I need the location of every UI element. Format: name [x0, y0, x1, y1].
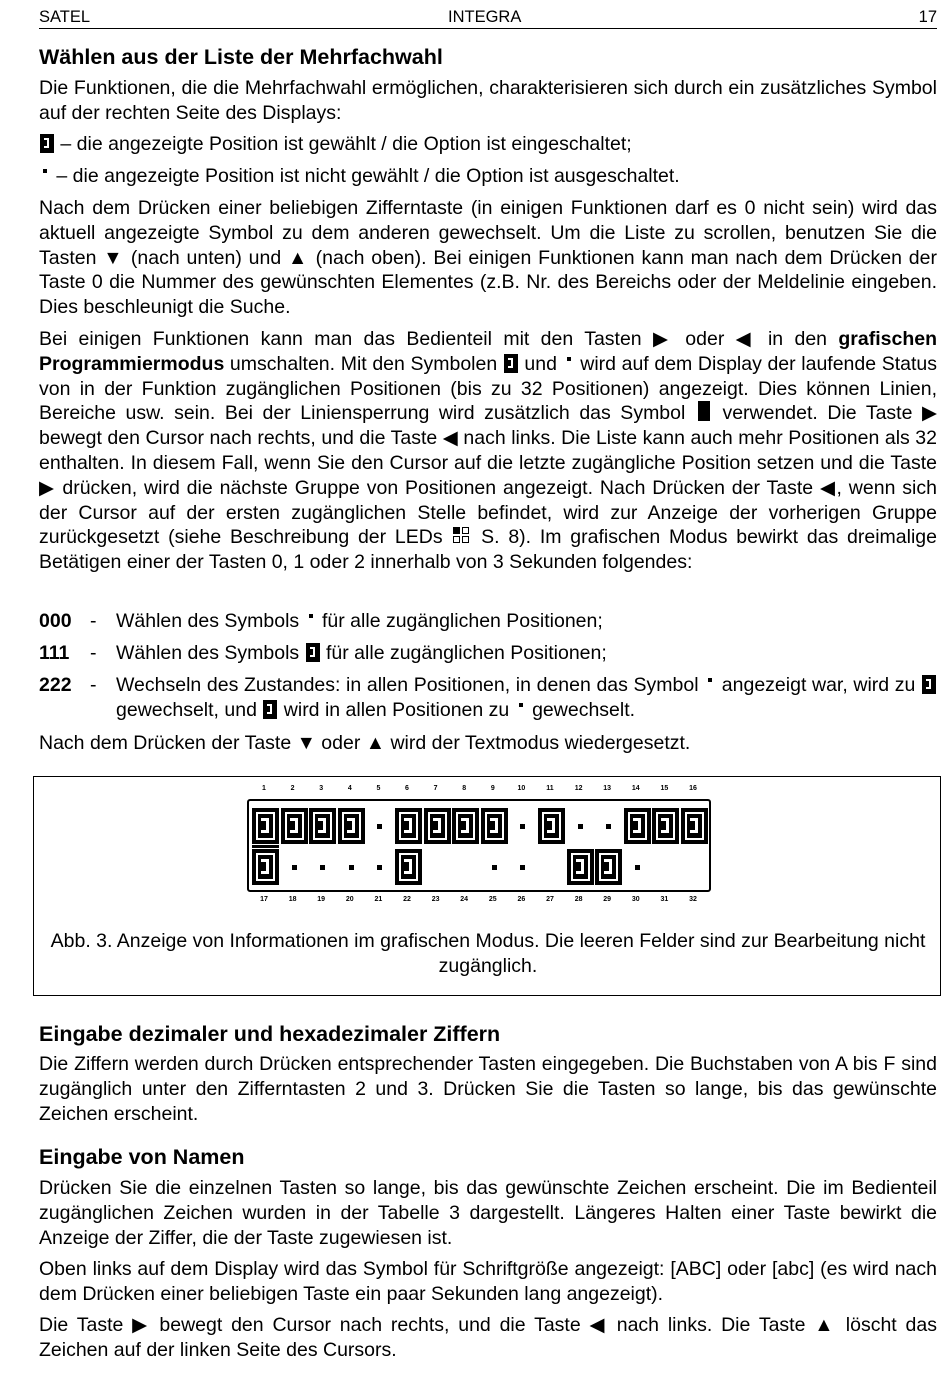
- lcd-cell-unselected: [366, 808, 393, 844]
- lcd-position-number: 8: [462, 785, 467, 792]
- lcd-cell-selected: [424, 808, 451, 844]
- lcd-position-number: 32: [689, 896, 697, 903]
- lcd-position-number: 28: [574, 896, 583, 903]
- lcd-cell-unselected: [338, 849, 365, 885]
- lcd-cell-selected: [452, 808, 479, 844]
- para-names-2: Oben links auf dem Display wird das Symbol für Schriftgröße angezeigt: [ABC] oder [abc] (es wird nach dem Drücken einer beliebigen Taste ein paar Sekunden lang angezeigt).: [39, 1258, 937, 1305]
- running-header: [39, 6, 937, 29]
- unselected-symbol-icon: [567, 357, 571, 361]
- lcd-cell-unselected: [309, 849, 336, 885]
- para-intro: Die Funktionen, die die Mehrfachwahl ermöglichen, charakterisieren sich durch ein zusätzliches Symbol auf der rechten Seite des Displays:: [39, 77, 937, 124]
- lcd-cell-selected: [395, 849, 422, 885]
- lcd-position-number: 23: [431, 896, 440, 903]
- lcd-position-number: 5: [376, 785, 381, 792]
- para-digits: Die Ziffern werden durch Drücken entsprechender Tasten eingegeben. Die Buchstaben von A bis F sind zugänglich unter den Zifferntasten 2 und 3. Drücken Sie die Tasten so lange, bis das gewünschte Zeichen erscheint.: [39, 1053, 937, 1125]
- figure-graphic-mode: [33, 776, 941, 996]
- lcd-cell-unselected: [567, 808, 594, 844]
- lcd-cell-selected: [538, 808, 565, 844]
- lcd-cell-selected: [309, 808, 336, 844]
- header-product: INTEGRA: [448, 8, 522, 26]
- lcd-position-number: 16: [689, 785, 697, 792]
- figure-caption: Abb. 3. Anzeige von Informationen im grafischen Modus. Die leeren Felder sind zur Bearbeitung nicht zugänglich.: [50, 930, 926, 977]
- lcd-position-number: 31: [660, 896, 669, 903]
- lcd-cell-selected: [395, 808, 422, 844]
- para-scroll: Nach dem Drücken einer beliebigen Zifferntaste (in einigen Funktionen darf es 0 nicht sein) wird das aktuell angezeigte Symbol zu dem anderen gewechselt. Um die Liste zu scrollen, benutzen Sie die Tasten ▼ (nach unten) und ▲ (nach oben). Bei einigen Funktionen kann man nach dem Drücken der Taste 0 die Nummer des gewünschten Elementes (z.B. Nr. des Bereichs oder der Meldelinie eingeben. Dies beschleunigt die Suche.: [39, 197, 937, 319]
- lcd-position-number: 1: [262, 785, 266, 792]
- header-brand: SATEL: [39, 8, 91, 26]
- selected-symbol-icon: [40, 134, 54, 153]
- lcd-position-number: 18: [288, 896, 297, 903]
- section-title-names: Eingabe von Namen: [39, 1145, 245, 1169]
- lcd-cell-selected: [252, 808, 279, 844]
- lcd-position-number: 6: [405, 785, 409, 792]
- lcd-position-number: 3: [319, 785, 324, 792]
- lcd-position-number: 21: [374, 896, 383, 903]
- lcd-cursor: [252, 845, 279, 848]
- unselected-symbol-icon: [519, 703, 523, 707]
- leds-icon: [453, 527, 470, 544]
- selected-symbol-icon: [922, 675, 936, 694]
- lcd-position-number: 7: [433, 785, 438, 792]
- lcd-cell-selected: [681, 808, 708, 844]
- lcd-position-number: 20: [345, 896, 354, 903]
- lcd-position-number: 26: [517, 896, 526, 903]
- unselected-symbol-icon: [708, 678, 712, 682]
- lcd-position-number: 9: [490, 785, 495, 792]
- lcd-position-number: 14: [631, 785, 640, 792]
- section-title-digits: Eingabe dezimaler und hexadezimaler Ziffern: [39, 1022, 501, 1046]
- page-number: 17: [918, 8, 937, 26]
- lcd-cell-selected: [252, 849, 279, 885]
- lcd-display: [247, 799, 711, 892]
- lcd-cell-unselected: [281, 849, 308, 885]
- lcd-bottom-numbers: [251, 896, 711, 906]
- lcd-cell-unselected: [481, 849, 508, 885]
- lcd-cell-unselected: [595, 808, 622, 844]
- lcd-cell-unselected: [509, 808, 536, 844]
- para-symbol-on: – die angezeigte Position ist gewählt / die Option ist eingeschaltet;: [39, 132, 937, 157]
- unselected-symbol-icon: [309, 614, 313, 618]
- lcd-position-number: 22: [403, 896, 411, 903]
- lcd-position-number: 30: [631, 896, 640, 903]
- lcd-cell-unselected: [509, 849, 536, 885]
- para-symbol-off: – die angezeigte Position ist nicht gewählt / die Option ist ausgeschaltet.: [39, 164, 937, 189]
- lcd-cell-selected: [567, 849, 594, 885]
- lcd-position-number: 25: [488, 896, 497, 903]
- unselected-symbol-icon: [43, 169, 47, 173]
- lcd-cell-unselected: [366, 849, 393, 885]
- para-names-1: Drücken Sie die einzelnen Tasten so lange, bis das gewünschte Zeichen erscheint. Die im Bedienteil zugänglichen Zeichen wurden in der Tabelle 3 dargestellt. Längeres Halten einer Taste bewirkt die Anzeige der Ziffer, die der Taste zugewiesen ist.: [39, 1177, 937, 1249]
- para-names-3: Die Taste ▶ bewegt den Cursor nach rechts, und die Taste ◀ nach links. Die Taste ▲ löscht das Zeichen auf der linken Seite des Cursors.: [39, 1314, 937, 1361]
- lcd-cell-unselected: [624, 849, 651, 885]
- lcd-cell-selected: [481, 808, 508, 844]
- lcd-top-numbers: [251, 785, 711, 795]
- lcd-position-number: 4: [347, 785, 352, 792]
- lcd-position-number: 27: [546, 896, 554, 903]
- lcd-position-number: 12: [574, 785, 583, 792]
- lcd-position-number: 15: [660, 785, 669, 792]
- lcd-cell-selected: [652, 808, 679, 844]
- para-text-mode: Nach dem Drücken der Taste ▼ oder ▲ wird der Textmodus wiedergesetzt.: [39, 732, 691, 754]
- lcd-cell-selected: [595, 849, 622, 885]
- lcd-position-number: 13: [603, 785, 612, 792]
- lcd-cell-selected: [281, 808, 308, 844]
- lcd-position-number: 19: [317, 896, 326, 903]
- lcd-cell-selected: [338, 808, 365, 844]
- selected-symbol-icon: [263, 700, 277, 719]
- lcd-position-number: 29: [603, 896, 612, 903]
- blocked-symbol-icon: [698, 401, 710, 421]
- section-title-multiselect: Wählen aus der Liste der Mehrfachwahl: [39, 45, 443, 69]
- para-graphic-mode: Bei einigen Funktionen kann man das Bedienteil mit den Tasten ▶ oder ◀ in den grafischen Programmiermodus umschalten. Mit den Symbolen und wird auf dem Display der laufende Status von in der Funktion zugänglichen Positionen (bis zu 32 Positionen) angezeigt. Dies können Linien, Bereiche usw. sein. Bei der Liniensperrung wird zusätzlich das Symbol verwendet. Die Taste ▶ bewegt den Cursor nach rechts, und die Taste ◀ nach links. Die Liste kann auch mehr Positionen als 32 enthalten. In diesem Fall, wenn Sie den Cursor auf die letzte zugängliche Position setzen und die Taste ▶ drücken, wird die nächste Gruppe von Positionen angezeigt. Nach Drücken der Taste ◀, wenn sich der Cursor auf der ersten zugänglichen Stelle befindet, wird zur Anzeige der vorherigen Gruppe zurückgesetzt (siehe Beschreibung der LEDs S. 8). Im grafischen Modus bewirkt das dreimalige Betätigen einer der Tasten 0, 1 oder 2 innerhalb von 3 Sekunden folgendes:: [39, 328, 937, 574]
- lcd-cell-selected: [624, 808, 651, 844]
- lcd-position-number: 24: [460, 896, 469, 903]
- lcd-position-number: 2: [290, 785, 295, 792]
- lcd-position-number: 11: [546, 785, 554, 792]
- lcd-position-number: 10: [517, 785, 526, 792]
- lcd-position-number: 17: [260, 896, 268, 903]
- selected-symbol-icon: [504, 354, 518, 373]
- selected-symbol-icon: [306, 643, 320, 662]
